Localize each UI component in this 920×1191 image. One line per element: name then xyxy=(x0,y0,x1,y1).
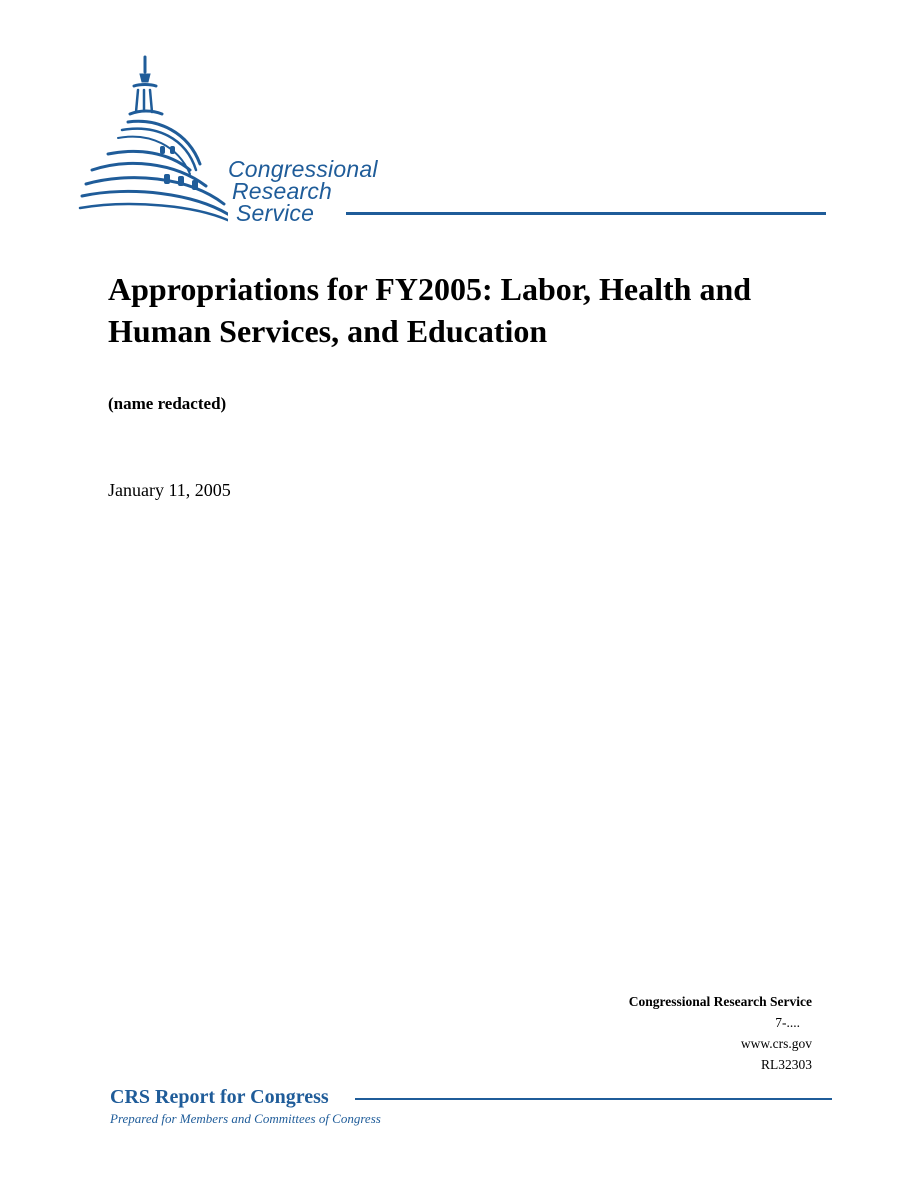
logo-wordmark-line2: Research xyxy=(232,178,333,204)
footer-subtitle: Prepared for Members and Committees of Congress xyxy=(110,1111,381,1126)
footer-rule xyxy=(355,1098,832,1100)
logo-wordmark-line1: Congressional xyxy=(228,156,378,182)
capitol-dome-icon xyxy=(78,52,228,227)
publisher-website: www.crs.gov xyxy=(740,1036,812,1051)
publisher-block xyxy=(629,991,812,1075)
crs-logo xyxy=(78,52,838,232)
report-title: Appropriations for FY2005: Labor, Health and Human Services, and Education xyxy=(108,271,752,349)
report-number: RL32303 xyxy=(760,1057,812,1072)
logo-rule xyxy=(346,212,826,215)
publisher-code: 7-.... xyxy=(775,1015,800,1030)
report-author: (name redacted) xyxy=(108,394,227,413)
report-date: January 11, 2005 xyxy=(108,480,231,500)
footer-title: CRS Report for Congress xyxy=(110,1086,329,1108)
logo-wordmark-line3: Service xyxy=(236,200,315,226)
publisher-org: Congressional Research Service xyxy=(628,994,812,1009)
